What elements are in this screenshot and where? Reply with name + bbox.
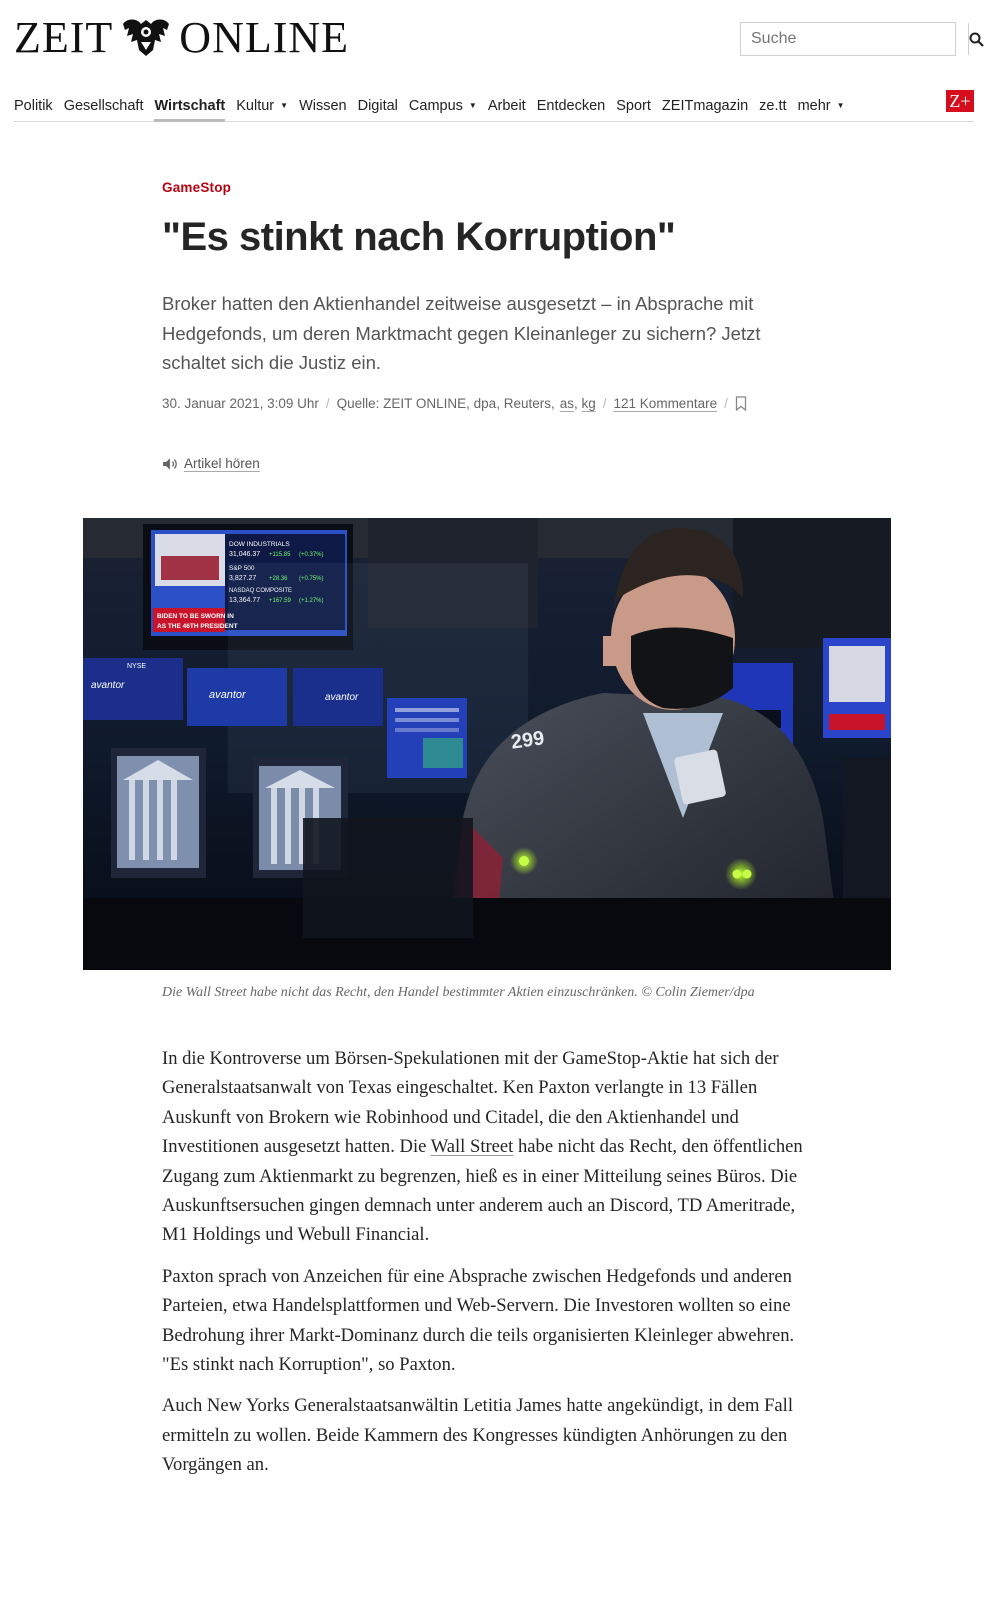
body-text: habe nicht das Recht, den öffentlichen Zugang zum Aktienmarkt zu begrenzen, hieß es in einer Mitteilung seines Büros. Die Auskunftsersuchen gingen demnach unter anderem auch an Discord, TD Ameritrade, M1 Holdings und Webull Financial. xyxy=(162,1136,803,1246)
tv-dow-change: +115.85 xyxy=(269,552,291,558)
site-header xyxy=(14,0,974,122)
nav-item-politik[interactable] xyxy=(14,90,53,121)
photo-brand-left: avantor xyxy=(91,680,125,691)
nav-item-arbeit[interactable] xyxy=(488,90,526,121)
speaker-icon xyxy=(162,457,180,471)
nav-label: mehr xyxy=(797,97,831,114)
nav-label: Digital xyxy=(357,97,398,114)
photo-brand-center: avantor xyxy=(209,689,246,701)
trader-badge-number: 299 xyxy=(509,727,546,754)
nav-item-digital[interactable] xyxy=(358,90,398,121)
meta-separator: / xyxy=(602,396,607,411)
article-title: "Es stinkt nach Korruption" xyxy=(162,215,676,259)
nav-label: Entdecken xyxy=(536,97,606,114)
listen-label: Artikel hören xyxy=(184,456,260,471)
tv-breaking-line1: BIDEN TO BE SWORN IN xyxy=(157,613,234,620)
meta-separator: / xyxy=(724,396,728,411)
tv-nasdaq-label: NASDAQ COMPOSITE xyxy=(229,588,293,594)
nav-label: ZEITmagazin xyxy=(661,97,749,114)
nav-label: Arbeit xyxy=(487,97,526,114)
tv-nasdaq-value: 13,364.77 xyxy=(229,597,261,604)
listen-article-button[interactable] xyxy=(162,456,260,471)
caret-down-icon: ▼ xyxy=(836,100,845,110)
article-summary: Broker hatten den Aktienhandel zeitweise ausgesetzt – in Absprache mit Hedgefonds, um deren Marktmacht gegen Kleinanleger zu sichern? Jetzt schaltet sich die Justiz ein. xyxy=(162,293,761,373)
nav-item-zeitmagazin[interactable] xyxy=(662,90,748,121)
search-button[interactable] xyxy=(968,23,984,55)
body-text: In die Kontroverse um Börsen-Spekulationen mit der GameStop-Aktie hat sich der Generalstaatsanwalt von Texas eingeschaltet. Ken Paxton verlangte in 13 Fällen Auskunft von Brokern wie Robinhood und Citadel, die den Aktienhandel und Investitionen ausgesetzt hatten. Die xyxy=(162,1048,779,1158)
nav-item-wirtschaft[interactable] xyxy=(154,90,225,121)
logo-text-zeit: ZEIT xyxy=(14,12,114,62)
tv-dow-label: DOW INDUSTRIALS xyxy=(229,541,290,548)
meta-separator: / xyxy=(325,396,330,411)
nav-label: Politik xyxy=(14,97,53,114)
tv-nasdaq-percent: (+1.27%) xyxy=(299,598,324,604)
article-kicker[interactable]: GameStop xyxy=(162,180,232,195)
tv-sp-label: S&P 500 xyxy=(229,565,255,572)
tv-breaking-line2: AS THE 46TH PRESIDENT xyxy=(157,623,238,630)
author-link[interactable]: kg xyxy=(581,396,596,411)
caret-down-icon: ▼ xyxy=(280,100,289,110)
site-logo[interactable] xyxy=(14,14,349,60)
nav-item-wissen[interactable] xyxy=(299,90,347,121)
wall-street-link[interactable]: Wall Street xyxy=(430,1136,514,1158)
nav-item-campus[interactable] xyxy=(409,90,477,121)
nav-item-gesellschaft[interactable] xyxy=(64,90,144,121)
bookmark-icon[interactable] xyxy=(735,396,747,411)
body-paragraph: Paxton sprach von Anzeichen für eine Absprache zwischen Hedgefonds und anderen Parteien, etwa Handelsplattformen und Web-Servern. Die Investoren wollten so eine Bedrohung ihrer Markt-Dominanz durch die teils organisierten Kleinleger abwehren. "Es stinkt nach Korruption", so Paxton. xyxy=(162,1265,795,1376)
photo-brand-right: avantor xyxy=(325,692,359,703)
search-icon xyxy=(969,32,984,47)
nav-item-entdecken[interactable] xyxy=(537,90,606,121)
eagle-crest-icon xyxy=(117,14,175,60)
nav-label: Wissen xyxy=(299,97,347,114)
author-link[interactable]: as xyxy=(559,396,574,411)
nav-label: Campus xyxy=(408,97,463,114)
tv-nasdaq-change: +167.59 xyxy=(269,598,291,604)
article-image xyxy=(83,518,891,970)
tv-dow-percent: (+0.37%) xyxy=(299,552,324,558)
comments-link[interactable]: 121 Kommentare xyxy=(613,396,718,411)
article-source: Quelle: ZEIT ONLINE, dpa, Reuters, xyxy=(336,396,555,411)
trading-floor-photo xyxy=(83,518,891,970)
tv-sp-percent: (+0.75%) xyxy=(299,576,324,582)
tv-dow-value: 31,046.37 xyxy=(229,551,261,558)
photo-nyse-label: NYSE xyxy=(127,663,147,670)
logo-text-online: ONLINE xyxy=(179,12,350,62)
article-body xyxy=(162,1044,814,1492)
nav-item-sport[interactable] xyxy=(616,90,651,121)
search-box xyxy=(740,22,956,56)
nav-label: Kultur xyxy=(236,97,275,114)
article-date: 30. Januar 2021, 3:09 Uhr xyxy=(162,396,319,411)
meta-comma: , xyxy=(573,396,582,411)
nav-label: ze.tt xyxy=(759,97,787,114)
nav-label: Sport xyxy=(616,97,651,114)
article-meta xyxy=(162,396,747,411)
search-input[interactable] xyxy=(741,23,968,55)
zplus-button[interactable]: Z+ xyxy=(946,90,974,112)
nav-label: Gesellschaft xyxy=(63,97,144,114)
nav-item-zett[interactable] xyxy=(759,90,786,121)
nav-label: Wirtschaft xyxy=(154,97,226,114)
nav-item-kultur[interactable] xyxy=(236,90,288,121)
tv-sp-value: 3,827.27 xyxy=(229,575,257,582)
nav-item-mehr[interactable] xyxy=(798,90,845,121)
body-paragraph xyxy=(162,1044,814,1250)
caret-down-icon: ▼ xyxy=(468,100,477,110)
main-navigation xyxy=(14,90,974,122)
body-paragraph: Auch New Yorks Generalstaatsanwältin Letitia James hatte angekündigt, in dem Fall ermitteln zu wollen. Beide Kammern des Kongresses kündigten Anhörungen zu den Vorgängen an. xyxy=(162,1395,794,1476)
image-caption: Die Wall Street habe nicht das Recht, den Handel bestimmter Aktien einzuschränken. © Colin Ziemer/dpa xyxy=(162,985,755,1000)
tv-sp-change: +28.36 xyxy=(269,576,288,582)
